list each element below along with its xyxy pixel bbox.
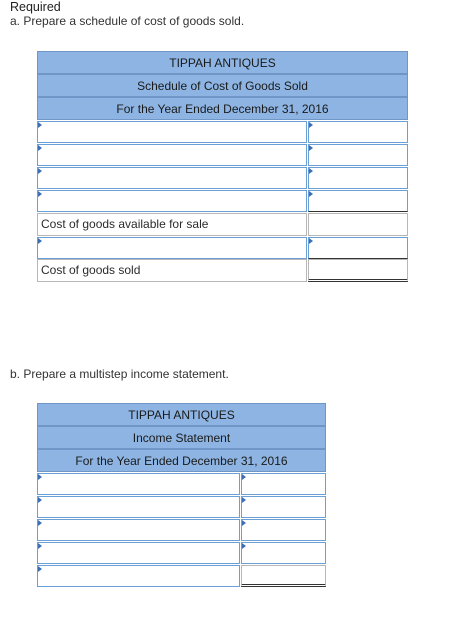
income-title-header (37, 426, 326, 449)
schedule-row-1-amount-input[interactable] (308, 121, 408, 143)
schedule-row-2-amount-input[interactable] (308, 144, 408, 166)
schedule-row-cogs-total (308, 259, 408, 282)
schedule-row-2-label-input[interactable] (37, 144, 307, 166)
income-company-header (37, 403, 326, 426)
income-row-1-label-input[interactable] (37, 473, 240, 495)
schedule-row-1-label-input[interactable] (37, 121, 307, 143)
schedule-company-name: TIPPAH ANTIQUES (169, 56, 276, 70)
income-row-5-label-input[interactable] (37, 565, 240, 587)
schedule-row-4-label-input[interactable] (37, 190, 307, 212)
income-row-2-label-input[interactable] (37, 496, 240, 518)
schedule-row-cogas-amount (308, 213, 408, 236)
income-row-3-label-input[interactable] (37, 519, 240, 541)
income-row-5-amount-total[interactable] (241, 565, 326, 587)
schedule-row-6-amount-input[interactable] (308, 237, 408, 259)
schedule-row-6-label-input[interactable] (37, 237, 307, 259)
income-period-header (37, 449, 326, 472)
schedule-row-cogs-label: Cost of goods sold (37, 259, 307, 282)
income-title: Income Statement (132, 431, 231, 445)
schedule-period: For the Year Ended December 31, 2016 (116, 102, 329, 116)
schedule-title: Schedule of Cost of Goods Sold (137, 79, 308, 93)
income-period: For the Year Ended December 31, 2016 (75, 454, 288, 468)
income-row-4-amount-input[interactable] (241, 542, 326, 564)
required-heading: Required (10, 0, 61, 14)
schedule-row-4-amount-input[interactable] (308, 190, 408, 212)
income-row-1-amount-input[interactable] (241, 473, 326, 495)
income-row-2-amount-input[interactable] (241, 496, 326, 518)
income-row-4-label-input[interactable] (37, 542, 240, 564)
instruction-part-a: a. Prepare a schedule of cost of goods sold. (10, 14, 245, 28)
schedule-row-3-amount-input[interactable] (308, 167, 408, 189)
schedule-company-header (37, 51, 408, 74)
schedule-row-3-label-input[interactable] (37, 167, 307, 189)
schedule-row-cogas-label: Cost of goods available for sale (37, 213, 307, 236)
income-company-name: TIPPAH ANTIQUES (128, 408, 235, 422)
schedule-period-header (37, 97, 408, 120)
income-row-3-amount-input[interactable] (241, 519, 326, 541)
instruction-part-b: b. Prepare a multistep income statement. (10, 367, 229, 381)
schedule-title-header (37, 74, 408, 97)
